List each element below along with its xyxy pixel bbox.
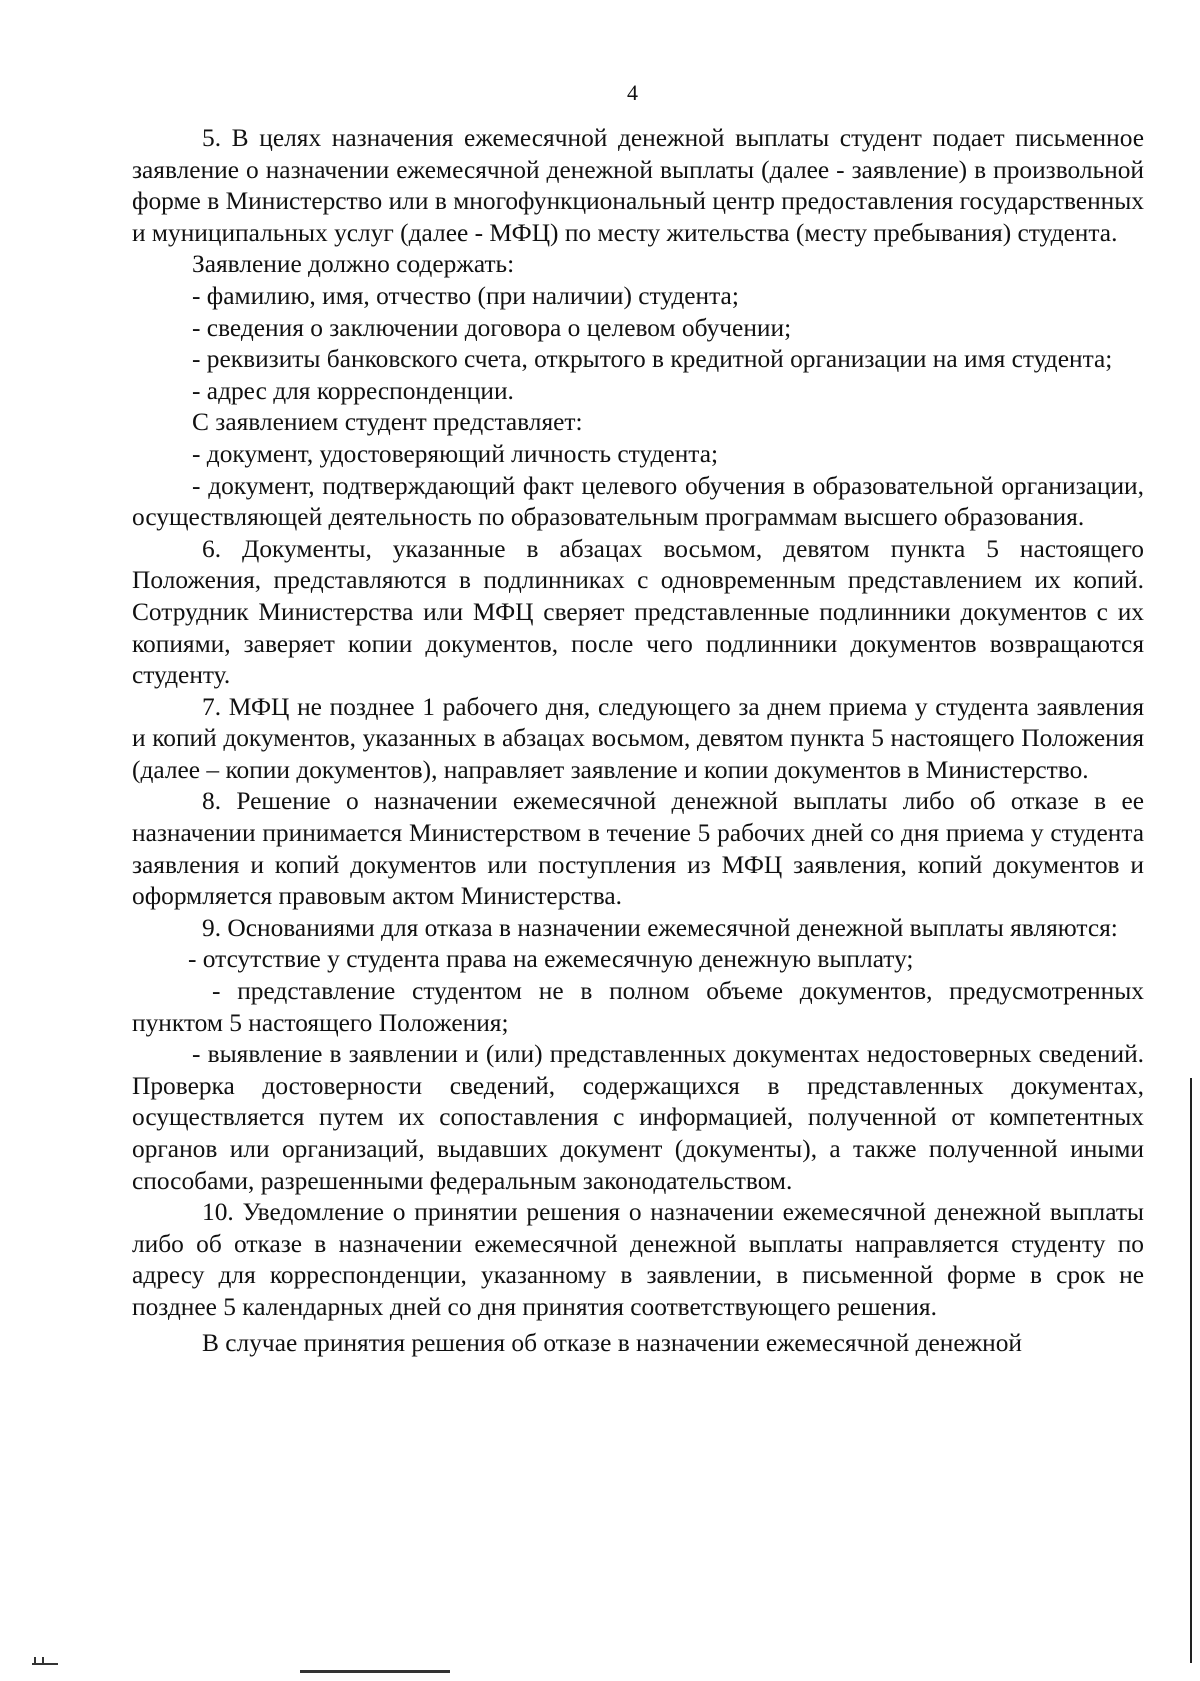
paragraph-10: 10. Уведомление о принятии решения о назначении ежемесячной денежной выплаты либо об отказе в назначении ежемесячной денежной выплаты направляется студенту по адресу для корреспонденции, указанному в заявлении, в письменной форме в срок не позднее 5 календарных дней со дня принятия соответствующего решения. xyxy=(132,1198,1144,1321)
paragraph-5: 5. В целях назначения ежемесячной денежной выплаты студент подает письменное заявление о назначении ежемесячной денежной выплаты (далее - заявление) в произвольной форме в Министерство или в многофункциональный центр предоставления государственных и муниципальных услуг (далее - МФЦ) по месту жительства (месту пребывания) студента. xyxy=(132,124,1144,247)
scan-edge-line xyxy=(1190,1078,1192,1663)
paragraph-9-item-3: - выявление в заявлении и (или) представленных документах недостоверных сведений. Проверка достоверности сведений, содержащихся в представленных документах, осуществляется путем их сопоставления с информацией, полученной от компетентных органов или организаций, выдавших документ (документы), а также полученной иными способами, разрешенными федеральным законодательством. xyxy=(132,1040,1144,1195)
scan-bottom-line xyxy=(300,1670,450,1673)
paragraph-6: 6. Документы, указанные в абзацах восьмом, девятом пункта 5 настоящего Положения, представляются в подлинниках с одновременным представлением их копий. Сотрудник Министерства или МФЦ сверяет представленные подлинники документов с их копиями, заверяет копии документов, после чего подлинники документов возвращаются студенту. xyxy=(132,534,1144,690)
paragraph-5-item-4: - адрес для корреспонденции. xyxy=(192,376,514,405)
page-number: 4 xyxy=(627,80,638,105)
paragraph-9: 9. Основаниями для отказа в назначении ежемесячной денежной выплаты являются: xyxy=(202,913,1118,942)
paragraph-5-submits-heading: С заявлением студент представляет: xyxy=(192,408,583,437)
paragraph-5-item-2: - сведения о заключении договора о целевом обучении; xyxy=(192,313,792,342)
document-body xyxy=(132,123,1144,1359)
paragraph-5-item-1: - фамилию, имя, отчество (при наличии) студента; xyxy=(192,281,739,310)
paragraph-5-doc-1: - документ, удостоверяющий личность студента; xyxy=(192,439,719,468)
scan-corner-mark xyxy=(32,1663,58,1673)
paragraph-9-item-2: - представление студентом не в полном объеме документов, предусмотренных пунктом 5 настоящего Положения; xyxy=(132,977,1144,1037)
paragraph-9-item-1: - отсутствие у студента права на ежемесячную денежную выплату; xyxy=(188,945,914,974)
paragraph-8: 8. Решение о назначении ежемесячной денежной выплаты либо об отказе в ее назначении принимается Министерством в течение 5 рабочих дней со дня приема у студента заявления и копий документов или поступления из МФЦ заявления, копий документов и оформляется правовым актом Министерства. xyxy=(132,787,1144,911)
paragraph-10-continuation: В случае принятия решения об отказе в назначении ежемесячной денежной xyxy=(202,1328,1023,1357)
paragraph-5-doc-2: - документ, подтверждающий факт целевого обучения в образовательной организации, осуществляющей деятельность по образовательным программам высшего образования. xyxy=(132,471,1144,532)
paragraph-5-contents-heading: Заявление должно содержать: xyxy=(192,250,515,279)
paragraph-7: 7. МФЦ не позднее 1 рабочего дня, следующего за днем приема у студента заявления и копий документов, указанных в абзацах восьмом, девятом пункта 5 настоящего Положения (далее – копии документов), направляет заявление и копии документов в Министерство. xyxy=(132,692,1144,784)
paragraph-5-item-3: - реквизиты банковского счета, открытого в кредитной организации на имя студента; xyxy=(192,345,1113,374)
